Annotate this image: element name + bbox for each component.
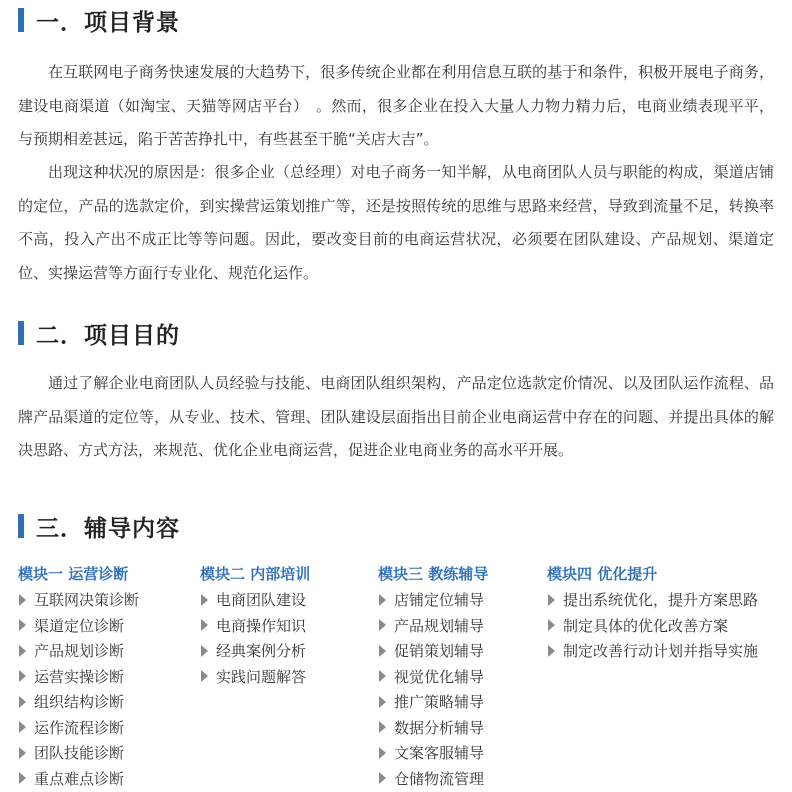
list-item-label: 团队技能诊断	[34, 744, 125, 763]
list-item-label: 提出系统优化，提升方案思路	[563, 591, 759, 610]
triangle-bullet-icon	[19, 696, 26, 708]
list-item	[378, 740, 488, 766]
triangle-bullet-icon	[548, 619, 555, 631]
section-marker-icon	[18, 514, 24, 538]
list-item	[18, 664, 139, 690]
list-item	[547, 638, 758, 664]
list-item-label: 电商团队建设	[216, 591, 307, 610]
list-item-label: 运作流程诊断	[34, 718, 125, 737]
list-item	[200, 664, 310, 690]
triangle-bullet-icon	[19, 645, 26, 657]
list-item	[378, 715, 488, 741]
list-item-label: 制定改善行动计划并指导实施	[563, 642, 759, 661]
triangle-bullet-icon	[19, 772, 26, 784]
triangle-bullet-icon	[379, 645, 386, 657]
list-item-label: 数据分析辅导	[394, 718, 485, 737]
list-item-label: 产品规划辅导	[394, 616, 485, 635]
list-item	[200, 638, 310, 664]
triangle-bullet-icon	[201, 670, 208, 682]
module-title: 模块二 内部培训	[200, 565, 311, 583]
list-item	[18, 613, 139, 639]
module-list	[200, 587, 310, 689]
list-item-label: 店铺定位辅导	[394, 591, 485, 610]
list-item	[200, 613, 310, 639]
list-item-label: 电商操作知识	[216, 616, 307, 635]
list-item-label: 重点难点诊断	[34, 769, 125, 788]
list-item	[18, 715, 139, 741]
list-item-label: 经典案例分析	[216, 642, 307, 661]
triangle-bullet-icon	[19, 594, 26, 606]
section-marker-icon	[18, 321, 24, 345]
list-item-label: 视觉优化辅导	[394, 667, 485, 686]
triangle-bullet-icon	[201, 645, 208, 657]
triangle-bullet-icon	[379, 721, 386, 733]
section-heading-background	[18, 5, 180, 35]
triangle-bullet-icon	[379, 772, 386, 784]
background-paragraph-2: 出现这种状况的原因是：很多企业（总经理）对电子商务一知半解，从电商团队人员与职能的构成，渠道店铺的定位，产品的选款定价，到实操营运策划推广等，还是按照传统的思维与思路来经营，导致到流量不足，转换率不高，投入产出不成正比等等问题。因此，要改变目前的电商运营状况，必须要在团队建设、产品规划、渠道定位、实操运营等方面行专业化、规范化运作。	[18, 163, 774, 282]
triangle-bullet-icon	[379, 670, 386, 682]
triangle-bullet-icon	[548, 645, 555, 657]
section-title: 三．辅导内容	[36, 515, 180, 542]
purpose-paragraph: 通过了解企业电商团队人员经验与技能、电商团队组织架构，产品定位选款定价情况、以及团队运作流程、品牌产品渠道的定位等，从专业、技术、管理、团队建设层面指出目前企业电商运营中存在的问题、并提出具体的解决思路、方式方法，来规范、优化企业电商运营，促进企业电商业务的高水平开展。	[18, 374, 774, 459]
module-title: 模块三 教练辅导	[378, 565, 489, 583]
section-title: 二．项目目的	[36, 322, 180, 349]
list-item	[378, 587, 488, 613]
triangle-bullet-icon	[379, 747, 386, 759]
triangle-bullet-icon	[19, 619, 26, 631]
module-list	[18, 587, 139, 791]
background-paragraph-1: 在互联网电子商务快速发展的大趋势下，很多传统企业都在利用信息互联的基于和条件，积极开展电子商务，建设电商渠道（如淘宝、天猫等网店平台） 。然而，很多企业在投入大量人力物力精力后，电商业绩表现平平，与预期相差甚远，陷于苦苦挣扎中，有些甚至干脆“关店大吉”。	[18, 63, 774, 148]
triangle-bullet-icon	[379, 594, 386, 606]
list-item-label: 仓储物流管理	[394, 769, 485, 788]
list-item-label: 互联网决策诊断	[34, 591, 140, 610]
section-heading-content	[18, 511, 180, 541]
list-item-label: 文案客服辅导	[394, 744, 485, 763]
module-1	[18, 562, 139, 791]
list-item-label: 制定具体的优化改善方案	[563, 616, 729, 635]
module-title: 模块一 运营诊断	[18, 565, 129, 583]
module-3	[378, 562, 488, 791]
triangle-bullet-icon	[548, 594, 555, 606]
list-item-label: 运营实操诊断	[34, 667, 125, 686]
list-item-label: 渠道定位诊断	[34, 616, 125, 635]
list-item	[18, 766, 139, 792]
list-item-label: 实践问题解答	[216, 667, 307, 686]
triangle-bullet-icon	[19, 721, 26, 733]
triangle-bullet-icon	[379, 619, 386, 631]
triangle-bullet-icon	[19, 747, 26, 759]
section-title: 一．项目背景	[36, 9, 180, 36]
module-2	[200, 562, 310, 689]
list-item-label: 组织结构诊断	[34, 693, 125, 712]
module-list	[378, 587, 488, 791]
list-item	[18, 689, 139, 715]
triangle-bullet-icon	[201, 594, 208, 606]
list-item	[378, 766, 488, 792]
section-marker-icon	[18, 8, 24, 32]
list-item	[378, 664, 488, 690]
list-item	[547, 587, 758, 613]
triangle-bullet-icon	[379, 696, 386, 708]
list-item	[378, 613, 488, 639]
list-item-label: 推广策略辅导	[394, 693, 485, 712]
module-title: 模块四 优化提升	[547, 565, 658, 583]
list-item	[18, 587, 139, 613]
list-item	[547, 613, 758, 639]
list-item-label: 促销策划辅导	[394, 642, 485, 661]
list-item	[378, 689, 488, 715]
module-4	[547, 562, 758, 664]
list-item	[200, 587, 310, 613]
list-item	[378, 638, 488, 664]
list-item	[18, 740, 139, 766]
module-list	[547, 587, 758, 664]
triangle-bullet-icon	[201, 619, 208, 631]
triangle-bullet-icon	[19, 670, 26, 682]
list-item	[18, 638, 139, 664]
section-heading-purpose	[18, 318, 180, 348]
list-item-label: 产品规划诊断	[34, 642, 125, 661]
